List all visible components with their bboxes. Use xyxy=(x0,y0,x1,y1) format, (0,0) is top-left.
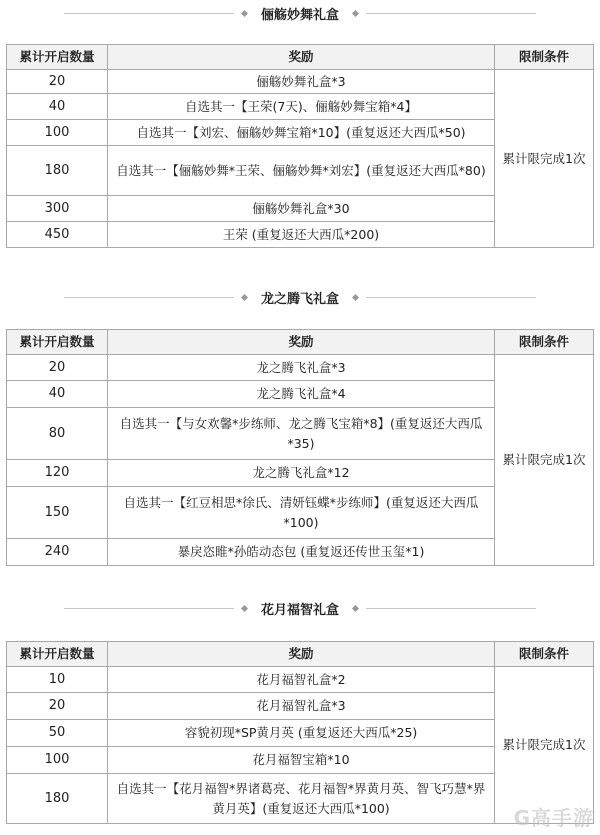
reward-table-1 xyxy=(6,44,594,248)
count-cell: 150 xyxy=(7,487,108,539)
count-cell: 300 xyxy=(7,196,108,222)
count-cell: 20 xyxy=(7,355,108,381)
table-row xyxy=(7,355,594,381)
diamond-icon xyxy=(241,293,248,300)
divider xyxy=(64,608,234,609)
header-reward: 奖励 xyxy=(108,642,495,667)
reward-cell: 龙之腾飞礼盒*3 xyxy=(108,355,495,381)
divider xyxy=(64,297,234,298)
reward-cell: 俪觞妙舞礼盒*30 xyxy=(108,196,495,222)
diamond-icon xyxy=(352,604,359,611)
reward-cell: 自选其一【王荣(7天)、俪觞妙舞宝箱*4】 xyxy=(108,94,495,120)
diamond-icon xyxy=(352,9,359,16)
table-row xyxy=(7,70,594,94)
table-row xyxy=(7,667,594,693)
reward-cell: 花月福智礼盒*3 xyxy=(108,693,495,720)
count-cell: 20 xyxy=(7,693,108,720)
count-cell: 120 xyxy=(7,460,108,487)
count-cell: 180 xyxy=(7,146,108,196)
count-cell: 240 xyxy=(7,539,108,566)
count-cell: 50 xyxy=(7,720,108,747)
reward-cell: 龙之腾飞礼盒*4 xyxy=(108,381,495,408)
count-cell: 450 xyxy=(7,222,108,248)
section-title-2 xyxy=(0,286,600,308)
header-reward: 奖励 xyxy=(108,330,495,355)
section-title-3 xyxy=(0,597,600,619)
header-reward: 奖励 xyxy=(108,45,495,70)
reward-cell: 容貌初现*SP黄月英 (重复返还大西瓜*25) xyxy=(108,720,495,747)
header-count: 累计开启数量 xyxy=(7,642,108,667)
reward-table-3 xyxy=(6,641,594,824)
header-condition: 限制条件 xyxy=(495,330,594,355)
header-condition: 限制条件 xyxy=(495,642,594,667)
reward-cell: 王荣 (重复返还大西瓜*200) xyxy=(108,222,495,248)
reward-cell: 俪觞妙舞礼盒*3 xyxy=(108,70,495,94)
count-cell: 10 xyxy=(7,667,108,693)
reward-cell: 花月福智礼盒*2 xyxy=(108,667,495,693)
divider xyxy=(64,13,234,14)
reward-cell: 自选其一【花月福智*界诸葛亮、花月福智*界黄月英、智飞巧慧*界黄月英】(重复返还大西瓜*100) xyxy=(108,774,495,824)
count-cell: 100 xyxy=(7,120,108,146)
count-cell: 80 xyxy=(7,408,108,460)
section-title-1 xyxy=(0,2,600,24)
condition-cell: 累计限完成1次 xyxy=(495,667,594,824)
diamond-icon xyxy=(241,604,248,611)
reward-cell: 自选其一【与女欢馨*步练师、龙之腾飞宝箱*8】(重复返还大西瓜*35) xyxy=(108,408,495,460)
diamond-icon xyxy=(241,9,248,16)
header-count: 累计开启数量 xyxy=(7,330,108,355)
count-cell: 180 xyxy=(7,774,108,824)
reward-cell: 自选其一【红豆相思*徐氏、清妍钰蝶*步练师】(重复返还大西瓜*100) xyxy=(108,487,495,539)
section-heading: 俪觞妙舞礼盒 xyxy=(260,7,339,23)
reward-cell: 自选其一【刘宏、俪觞妙舞宝箱*10】(重复返还大西瓜*50) xyxy=(108,120,495,146)
condition-cell: 累计限完成1次 xyxy=(495,70,594,248)
reward-cell: 自选其一【俪觞妙舞*王荣、俪觞妙舞*刘宏】(重复返还大西瓜*80) xyxy=(108,146,495,196)
count-cell: 40 xyxy=(7,94,108,120)
header-count: 累计开启数量 xyxy=(7,45,108,70)
count-cell: 100 xyxy=(7,747,108,774)
watermark-text: G高手游 xyxy=(513,806,594,830)
reward-cell: 暴戾恣睢*孙皓动态包 (重复返还传世玉玺*1) xyxy=(108,539,495,566)
condition-cell: 累计限完成1次 xyxy=(495,355,594,566)
count-cell: 20 xyxy=(7,70,108,94)
header-condition: 限制条件 xyxy=(495,45,594,70)
section-heading: 花月福智礼盒 xyxy=(260,602,339,618)
divider xyxy=(366,608,536,609)
reward-cell: 花月福智宝箱*10 xyxy=(108,747,495,774)
reward-cell: 龙之腾飞礼盒*12 xyxy=(108,460,495,487)
watermark-logo xyxy=(514,802,594,831)
count-cell: 40 xyxy=(7,381,108,408)
divider xyxy=(366,13,536,14)
reward-table-2 xyxy=(6,329,594,566)
section-heading: 龙之腾飞礼盒 xyxy=(260,291,339,307)
divider xyxy=(366,297,536,298)
diamond-icon xyxy=(352,293,359,300)
